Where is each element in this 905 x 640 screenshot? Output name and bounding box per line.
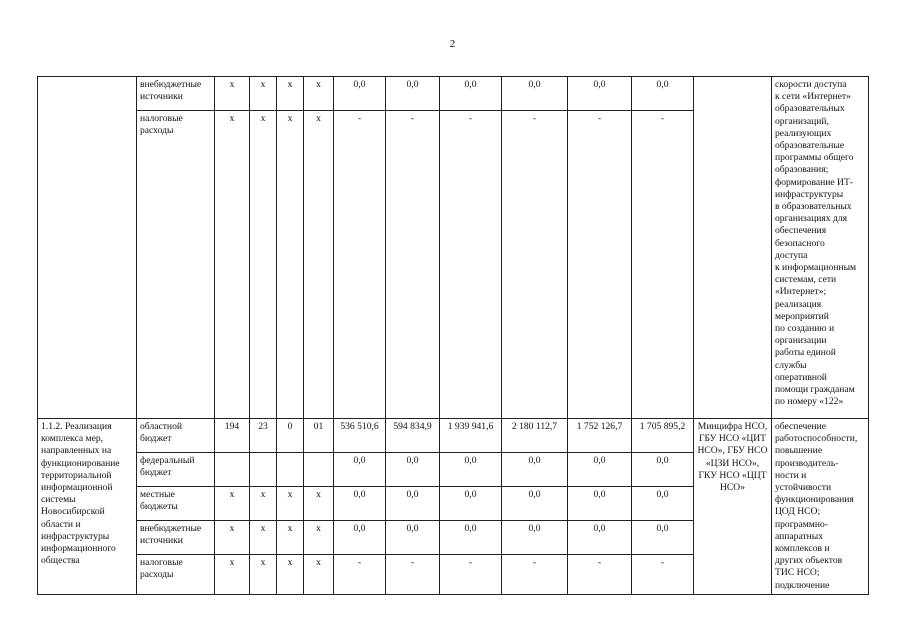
code-cell: х bbox=[304, 487, 334, 521]
value-cell: 0,0 bbox=[568, 487, 632, 521]
code-cell bbox=[250, 453, 277, 487]
result-line: ности и bbox=[775, 469, 807, 481]
value-cell: - bbox=[632, 111, 694, 419]
value-cell: 536 510,6 bbox=[334, 419, 386, 453]
result-line: к информационным bbox=[775, 262, 857, 274]
code-cell: 0 bbox=[277, 419, 304, 453]
code-cell: х bbox=[215, 487, 250, 521]
result-line: подключение bbox=[775, 579, 830, 591]
value-cell: 0,0 bbox=[440, 453, 502, 487]
value-cell: 0,0 bbox=[440, 487, 502, 521]
funding-source: внебюджетные источники bbox=[137, 77, 215, 111]
result-line: образовательные bbox=[775, 140, 845, 152]
value-cell: 0,0 bbox=[386, 521, 440, 555]
value-cell: 0,0 bbox=[334, 521, 386, 555]
result-line: организациях для bbox=[775, 213, 848, 225]
executor: Минцифра НСО, ГБУ НСО «ЦИТ НСО», ГБУ НСО «ЦЗИ НСО», ГКУ НСО «ЦЦТ НСО» bbox=[694, 419, 772, 595]
value-cell: 2 180 112,7 bbox=[502, 419, 568, 453]
result-line: программно- bbox=[775, 518, 828, 530]
result-line: доступа bbox=[775, 249, 808, 261]
code-cell: х bbox=[215, 77, 250, 111]
result-line: организации bbox=[775, 335, 827, 347]
value-cell: 0,0 bbox=[632, 487, 694, 521]
code-cell: х bbox=[304, 77, 334, 111]
expected-result bbox=[772, 419, 869, 595]
result-line: устойчивости bbox=[775, 482, 832, 494]
value-cell: - bbox=[568, 555, 632, 595]
code-cell: х bbox=[250, 77, 277, 111]
value-cell: - bbox=[334, 111, 386, 419]
result-line: организаций, bbox=[775, 115, 829, 127]
funding-source: местные бюджеты bbox=[137, 487, 215, 521]
result-line: службы bbox=[775, 359, 807, 371]
result-line: в образовательных bbox=[775, 201, 852, 213]
result-line: по номеру «122» bbox=[775, 396, 844, 408]
value-cell: 0,0 bbox=[440, 77, 502, 111]
funding-source: областной бюджет bbox=[137, 419, 215, 453]
value-cell: 0,0 bbox=[568, 453, 632, 487]
result-line: комплексов и bbox=[775, 543, 830, 555]
result-line: инфраструктуры bbox=[775, 188, 844, 200]
code-cell: х bbox=[250, 555, 277, 595]
page-number: 2 bbox=[449, 38, 456, 50]
value-cell: - bbox=[502, 555, 568, 595]
code-cell: х bbox=[215, 111, 250, 419]
code-cell: 01 bbox=[304, 419, 334, 453]
code-cell: 23 bbox=[250, 419, 277, 453]
code-cell: х bbox=[277, 487, 304, 521]
result-line: обеспечения bbox=[775, 225, 827, 237]
result-line: ТИС НСО; bbox=[775, 567, 820, 579]
result-line: функционирования bbox=[775, 494, 854, 506]
funding-source: федеральный бюджет bbox=[137, 453, 215, 487]
value-cell: - bbox=[502, 111, 568, 419]
result-line: безопасного bbox=[775, 237, 825, 249]
result-line: оперативной bbox=[775, 371, 827, 383]
value-cell: 0,0 bbox=[386, 77, 440, 111]
result-line: образовательных bbox=[775, 103, 845, 115]
code-cell: х bbox=[215, 555, 250, 595]
value-cell: 0,0 bbox=[632, 521, 694, 555]
code-cell: 194 bbox=[215, 419, 250, 453]
value-cell: 1 939 941,6 bbox=[440, 419, 502, 453]
result-line: работоспособности, bbox=[775, 433, 858, 445]
code-cell: х bbox=[277, 77, 304, 111]
value-cell: 0,0 bbox=[568, 521, 632, 555]
value-cell: 1 752 126,7 bbox=[568, 419, 632, 453]
result-line: формирование ИТ- bbox=[775, 176, 854, 188]
code-cell bbox=[277, 453, 304, 487]
code-cell: х bbox=[304, 555, 334, 595]
result-line: реализация bbox=[775, 298, 822, 310]
code-cell: х bbox=[250, 521, 277, 555]
value-cell: 0,0 bbox=[502, 521, 568, 555]
code-cell: х bbox=[250, 487, 277, 521]
code-cell: х bbox=[215, 521, 250, 555]
value-cell: 0,0 bbox=[502, 77, 568, 111]
result-line: мероприятий bbox=[775, 310, 829, 322]
result-line: по созданию и bbox=[775, 323, 835, 335]
value-cell: 0,0 bbox=[334, 453, 386, 487]
result-line: других объектов bbox=[775, 555, 843, 567]
value-cell: - bbox=[440, 555, 502, 595]
code-cell: х bbox=[277, 521, 304, 555]
result-line: образования; bbox=[775, 164, 829, 176]
result-line: повышение bbox=[775, 445, 823, 457]
expected-result bbox=[772, 77, 869, 419]
funding-source: налоговые расходы bbox=[137, 111, 215, 419]
measure-cell-empty bbox=[38, 77, 137, 419]
code-cell bbox=[304, 453, 334, 487]
result-line: помощи гражданам bbox=[775, 384, 855, 396]
code-cell: х bbox=[277, 111, 304, 419]
value-cell: 0,0 bbox=[440, 521, 502, 555]
result-line: ЦОД НСО; bbox=[775, 506, 821, 518]
result-line: скорости доступа bbox=[775, 79, 847, 90]
value-cell: - bbox=[334, 555, 386, 595]
value-cell: - bbox=[386, 111, 440, 419]
code-cell: х bbox=[304, 521, 334, 555]
value-cell: - bbox=[632, 555, 694, 595]
table-row bbox=[38, 419, 869, 453]
result-line: к сети «Интернет» bbox=[775, 91, 851, 103]
budget-table bbox=[37, 76, 869, 595]
result-line: аппаратных bbox=[775, 530, 824, 542]
value-cell: 0,0 bbox=[334, 77, 386, 111]
result-line: системам, сети bbox=[775, 274, 837, 286]
result-line: программы общего bbox=[775, 152, 854, 164]
funding-source: внебюджетные источники bbox=[137, 521, 215, 555]
value-cell: - bbox=[568, 111, 632, 419]
value-cell: 1 705 895,2 bbox=[632, 419, 694, 453]
code-cell: х bbox=[277, 555, 304, 595]
executor-cell-empty bbox=[694, 77, 772, 419]
result-line: производитель- bbox=[775, 457, 839, 469]
value-cell: 0,0 bbox=[568, 77, 632, 111]
result-line: обеспечение bbox=[775, 421, 827, 432]
value-cell: - bbox=[440, 111, 502, 419]
measure-name: 1.1.2. Реализация комплекса мер, направленных на функционирование территориальной информационной системы Новосибирской области и инфраструктуры информационного общества bbox=[38, 419, 137, 595]
value-cell: 0,0 bbox=[334, 487, 386, 521]
code-cell: х bbox=[250, 111, 277, 419]
funding-source: налоговые расходы bbox=[137, 555, 215, 595]
value-cell: 594 834,9 bbox=[386, 419, 440, 453]
code-cell: х bbox=[304, 111, 334, 419]
result-line: реализующих bbox=[775, 127, 832, 139]
value-cell: 0,0 bbox=[386, 453, 440, 487]
value-cell: 0,0 bbox=[502, 487, 568, 521]
code-cell bbox=[215, 453, 250, 487]
result-line: «Интернет»; bbox=[775, 286, 827, 298]
table-row bbox=[38, 77, 869, 111]
value-cell: 0,0 bbox=[632, 77, 694, 111]
value-cell: - bbox=[386, 555, 440, 595]
result-line: работы единой bbox=[775, 347, 836, 359]
value-cell: 0,0 bbox=[386, 487, 440, 521]
value-cell: 0,0 bbox=[632, 453, 694, 487]
value-cell: 0,0 bbox=[502, 453, 568, 487]
